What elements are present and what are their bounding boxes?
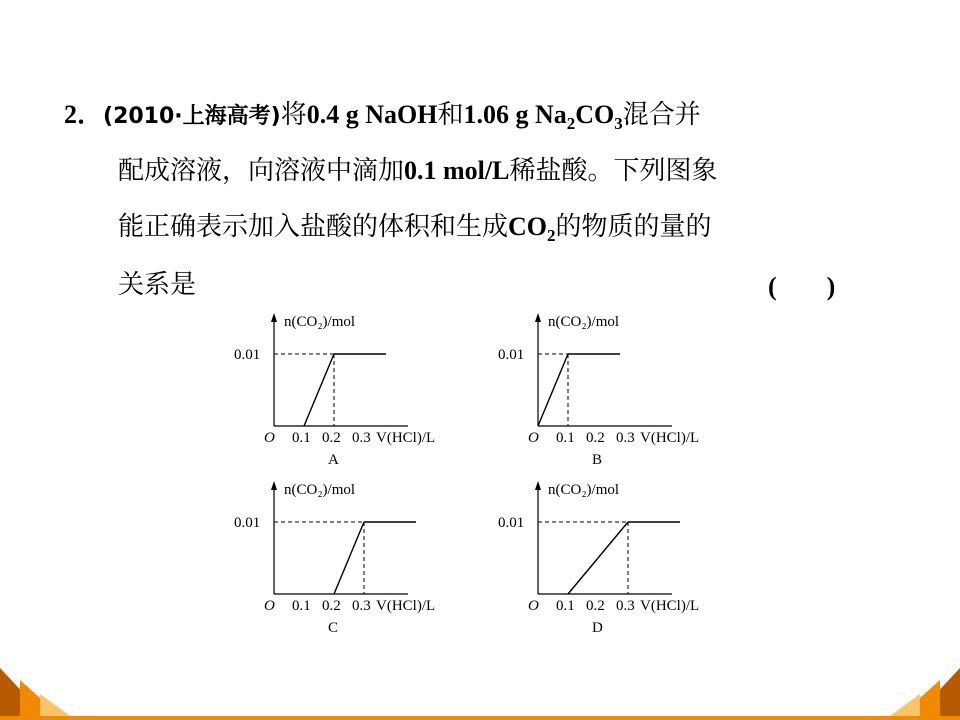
deco-triangle	[890, 694, 920, 716]
y-tick-label: 0.01	[234, 515, 261, 531]
y-axis-arrow	[535, 481, 541, 490]
x-tick-label: 0.3	[352, 430, 371, 446]
bottom-bar	[0, 716, 960, 720]
x-axis-label: V(HCl)/L	[376, 598, 436, 614]
graph-svg	[494, 312, 734, 482]
question-text: 配成溶液，向溶液中滴加	[118, 156, 405, 186]
graph-label: A	[328, 452, 339, 468]
graph-d[interactable]	[494, 480, 734, 650]
question-text: 混合并	[622, 100, 701, 130]
data-rise-line	[568, 522, 628, 594]
paren-close: )	[826, 272, 836, 301]
question-text: 和	[437, 100, 464, 130]
x-axis-label: V(HCl)/L	[640, 598, 700, 614]
y-axis-label: n(CO₂)/mol	[284, 482, 356, 498]
y-axis-arrow	[535, 313, 541, 322]
x-axis-label: V(HCl)/L	[376, 430, 436, 446]
x-tick-label: 0.3	[352, 598, 371, 614]
x-tick-label: 0.2	[586, 430, 605, 446]
x-tick-label: 0.2	[586, 598, 605, 614]
question-source: (2010·上海高考)	[103, 104, 281, 129]
graph-svg	[230, 312, 470, 482]
graph-svg	[230, 480, 470, 650]
question-line-1	[64, 100, 701, 132]
question-text: 稀盐酸。下列图象	[509, 156, 718, 186]
x-tick-label: 0.1	[292, 598, 311, 614]
graph-b[interactable]	[494, 312, 734, 482]
graph-c[interactable]	[230, 480, 470, 650]
graph-label: B	[592, 452, 603, 468]
y-tick-label: 0.01	[234, 347, 261, 363]
question-line-2	[118, 156, 717, 186]
subscript: 2	[566, 114, 576, 133]
data-rise-line	[304, 354, 334, 426]
data-rise-line	[538, 354, 568, 426]
graph-svg	[494, 480, 734, 650]
origin-label: O	[528, 598, 539, 614]
bottom-decoration	[0, 660, 960, 720]
answer-blank[interactable]	[768, 272, 835, 302]
y-tick-label: 0.01	[498, 515, 525, 531]
y-axis-label: n(CO₂)/mol	[284, 314, 356, 330]
deco-triangle	[40, 694, 70, 716]
question-text: 能正确表示加入盐酸的体积和生成	[118, 212, 509, 242]
mass-na2co3: 1.06 g Na	[463, 100, 567, 129]
origin-label: O	[264, 430, 275, 446]
paren-open: (	[768, 272, 777, 301]
formula-part: CO	[575, 100, 615, 129]
subscript: 2	[547, 226, 556, 245]
y-axis-arrow	[271, 313, 277, 322]
mass-naoh: 0.4 g NaOH	[306, 100, 438, 129]
x-tick-label: 0.1	[556, 598, 575, 614]
y-axis-label: n(CO₂)/mol	[548, 314, 620, 330]
question-number: 2．	[64, 100, 104, 129]
y-tick-label: 0.01	[498, 347, 525, 363]
question-text: 将	[280, 100, 307, 130]
question-text: 的物质的量的	[555, 212, 712, 242]
x-tick-label: 0.2	[322, 430, 341, 446]
graph-label: C	[328, 620, 339, 636]
x-tick-label: 0.2	[322, 598, 341, 614]
x-tick-label: 0.1	[292, 430, 311, 446]
origin-label: O	[264, 598, 275, 614]
graph-a[interactable]	[230, 312, 470, 482]
x-tick-label: 0.1	[556, 430, 575, 446]
x-tick-label: 0.3	[616, 598, 635, 614]
x-tick-label: 0.3	[616, 430, 635, 446]
question-line-4	[118, 270, 196, 300]
graph-label: D	[592, 620, 603, 636]
question-text: 关系是	[118, 270, 197, 300]
y-axis-label: n(CO₂)/mol	[548, 482, 620, 498]
data-rise-line	[334, 522, 364, 594]
x-axis-label: V(HCl)/L	[640, 430, 700, 446]
subscript: 3	[614, 114, 623, 133]
formula-co2: CO	[508, 212, 548, 241]
concentration: 0.1 mol/L	[404, 156, 510, 185]
y-axis-arrow	[271, 481, 277, 490]
origin-label: O	[528, 430, 539, 446]
question-line-3	[118, 212, 712, 245]
